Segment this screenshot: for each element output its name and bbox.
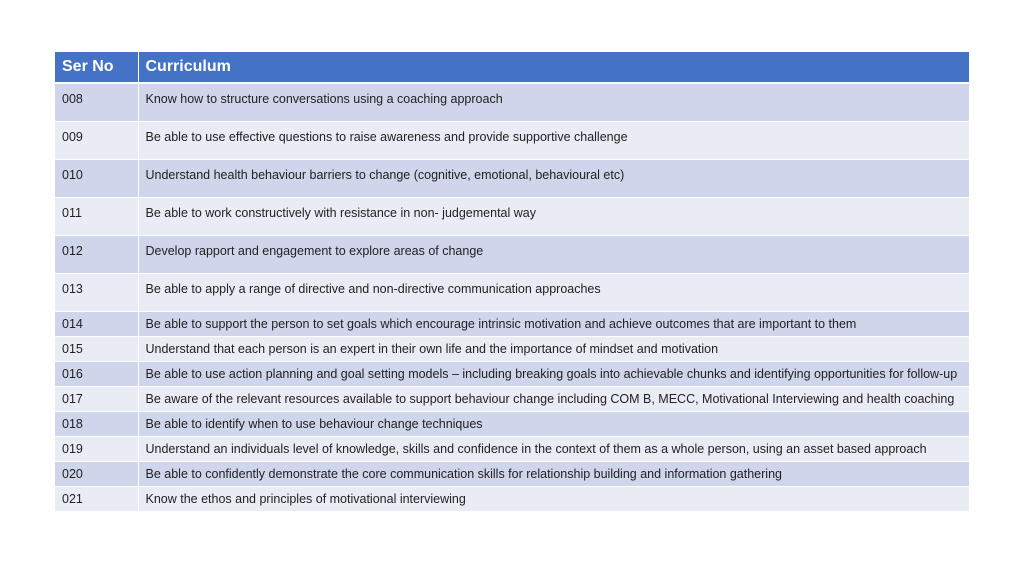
curriculum-table <box>55 52 969 512</box>
ser-no-cell: 012 <box>55 236 138 274</box>
table-row <box>55 274 969 312</box>
table-row <box>55 437 969 462</box>
ser-no-cell: 009 <box>55 122 138 160</box>
curriculum-cell: Know the ethos and principles of motivational interviewing <box>138 487 969 512</box>
ser-no-cell: 015 <box>55 337 138 362</box>
ser-no-cell: 016 <box>55 362 138 387</box>
curriculum-cell: Develop rapport and engagement to explore areas of change <box>138 236 969 274</box>
ser-no-cell: 019 <box>55 437 138 462</box>
table-row <box>55 412 969 437</box>
ser-no-cell: 014 <box>55 312 138 337</box>
ser-no-cell: 013 <box>55 274 138 312</box>
table-row <box>55 198 969 236</box>
curriculum-cell: Be able to apply a range of directive and non-directive communication approaches <box>138 274 969 312</box>
curriculum-cell: Be able to use action planning and goal setting models – including breaking goals into achievable chunks and identifying opportunities for follow-up <box>138 362 969 387</box>
curriculum-cell: Be able to use effective questions to raise awareness and provide supportive challenge <box>138 122 969 160</box>
curriculum-cell: Be able to identify when to use behaviour change techniques <box>138 412 969 437</box>
table-row <box>55 236 969 274</box>
table-header-row <box>55 52 969 83</box>
ser-no-cell: 017 <box>55 387 138 412</box>
header-curriculum: Curriculum <box>138 52 969 83</box>
ser-no-cell: 011 <box>55 198 138 236</box>
ser-no-cell: 008 <box>55 83 138 122</box>
ser-no-cell: 021 <box>55 487 138 512</box>
ser-no-cell: 010 <box>55 160 138 198</box>
ser-no-cell: 018 <box>55 412 138 437</box>
ser-no-cell: 020 <box>55 462 138 487</box>
curriculum-cell: Be able to support the person to set goals which encourage intrinsic motivation and achieve outcomes that are important to them <box>138 312 969 337</box>
curriculum-cell: Understand that each person is an expert in their own life and the importance of mindset and motivation <box>138 337 969 362</box>
curriculum-cell: Be able to confidently demonstrate the core communication skills for relationship building and information gathering <box>138 462 969 487</box>
table-row <box>55 387 969 412</box>
curriculum-cell: Know how to structure conversations using a coaching approach <box>138 83 969 122</box>
table-row <box>55 462 969 487</box>
header-ser-no: Ser No <box>55 52 138 83</box>
curriculum-cell: Be aware of the relevant resources available to support behaviour change including COM B, MECC, Motivational Interviewing and health coaching <box>138 387 969 412</box>
table-row <box>55 83 969 122</box>
curriculum-cell: Understand health behaviour barriers to change (cognitive, emotional, behavioural etc) <box>138 160 969 198</box>
curriculum-cell: Be able to work constructively with resistance in non- judgemental way <box>138 198 969 236</box>
curriculum-cell: Understand an individuals level of knowledge, skills and confidence in the context of them as a whole person, using an asset based approach <box>138 437 969 462</box>
table-row <box>55 122 969 160</box>
table-row <box>55 487 969 512</box>
table-row <box>55 362 969 387</box>
table-row <box>55 337 969 362</box>
table-row <box>55 160 969 198</box>
table-row <box>55 312 969 337</box>
